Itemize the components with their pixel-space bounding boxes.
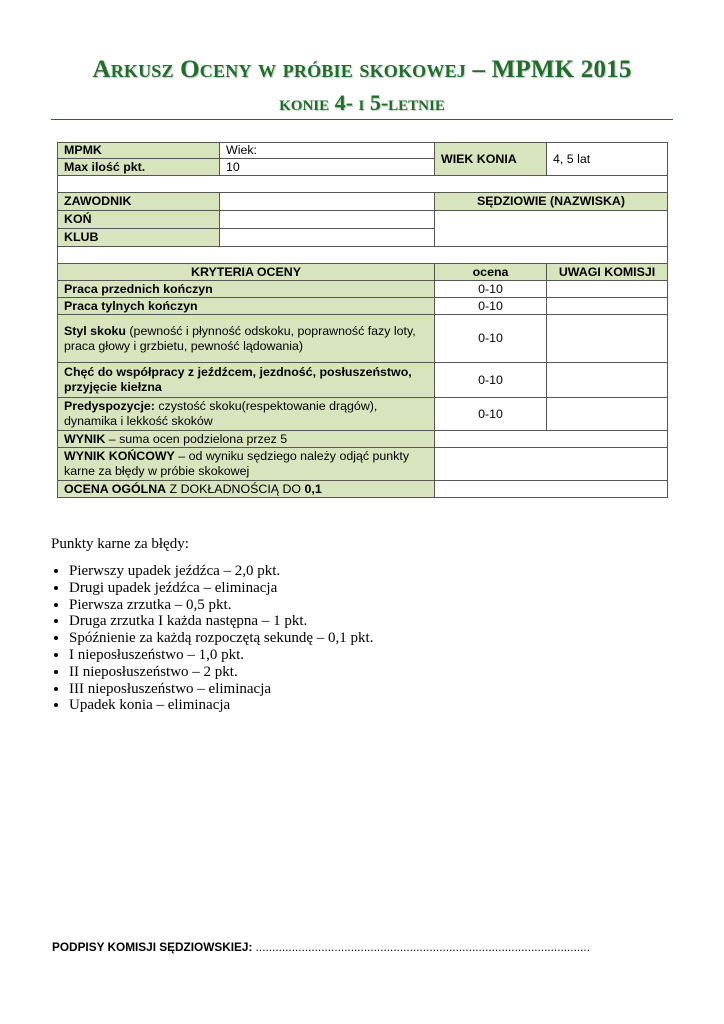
zawodnik-input[interactable] [220, 193, 435, 211]
criterion-remarks[interactable] [547, 281, 668, 298]
criterion-remarks[interactable] [547, 298, 668, 315]
wiek-konia-value: 4, 5 lat [547, 143, 668, 176]
list-item: • Pierwszy upadek jeźdźca – 2,0 pkt. [69, 563, 373, 580]
criterion-label: Styl skoku [64, 323, 126, 338]
overall-description: Z DOKŁADNOŚCIĄ DO [166, 481, 305, 496]
criterion-row [58, 363, 668, 398]
criterion-score: 0-10 [435, 281, 547, 298]
overall-label: OCENA OGÓLNA [64, 481, 167, 496]
criterion-label: Praca przednich kończyn [64, 281, 213, 296]
criterion-row [58, 315, 668, 363]
list-item: • Pierwsza zrzutka – 0,5 pkt. [69, 597, 373, 614]
criterion-label: Praca tylnych kończyn [64, 298, 198, 313]
list-item: • II nieposłuszeństwo – 2 pkt. [69, 664, 373, 681]
penalty-list [51, 563, 373, 714]
list-item: • Druga zrzutka I każda następna – 1 pkt. [69, 613, 373, 630]
list-item: • I nieposłuszeństwo – 1,0 pkt. [69, 647, 373, 664]
final-result-value[interactable] [435, 448, 668, 481]
judges-label: SĘDZIOWIE (NAZWISKA) [435, 193, 668, 211]
overall-value[interactable] [435, 481, 668, 498]
criterion-score: 0-10 [435, 363, 547, 398]
criterion-remarks[interactable] [547, 315, 668, 363]
page-subtitle: konie 4- i 5-letnie [279, 90, 445, 115]
criterion-score: 0-10 [435, 315, 547, 363]
result-label: WYNIK [64, 431, 106, 446]
criterion-label: Chęć do współpracy z jeźdźcem, jezdność, posłuszeństwo, przyjęcie kiełzna [64, 365, 412, 394]
criterion-remarks[interactable] [547, 398, 668, 431]
criterion-row [58, 398, 668, 431]
wiek-cell[interactable]: Wiek: [220, 143, 435, 159]
wiek-konia-label: WIEK KONIA [435, 143, 547, 176]
criteria-header: KRYTERIA OCENY [58, 264, 435, 281]
klub-input[interactable] [220, 229, 435, 247]
list-item: • Upadek konia – eliminacja [69, 697, 373, 714]
max-points-value: 10 [220, 159, 435, 176]
list-item: • Spóźnienie za każdą rozpoczętą sekundę – 0,1 pkt. [69, 630, 373, 647]
final-result-description: – od wyniku sędziego należy odjąć punkty karne za błędy w próbie skokowej [64, 449, 410, 478]
score-header: ocena [435, 264, 547, 281]
evaluation-table [57, 142, 668, 498]
signature-label: PODPISY KOMISJI SĘDZIOWSKIEJ: [52, 940, 253, 954]
kon-input[interactable] [220, 211, 435, 229]
mpmk-label: MPMK [58, 143, 220, 159]
spacer-row [58, 247, 668, 264]
max-points-label: Max ilość pkt. [58, 159, 220, 176]
criterion-label: Predyspozycje: [64, 399, 155, 413]
criterion-remarks[interactable] [547, 363, 668, 398]
criterion-description: (pewność i płynność odskoku, poprawność fazy loty, praca głowy i grzbietu, pewność lądowania) [64, 323, 416, 353]
criterion-score: 0-10 [435, 398, 547, 431]
page-title: Arkusz Oceny w próbie skokowej – MPMK 2015 [92, 56, 632, 83]
criterion-description: czystość skoku(respektowanie drągów), dynamika i lekkość skoków [64, 399, 378, 428]
remarks-header: UWAGI KOMISJI [547, 264, 668, 281]
overall-precision: 0,1 [304, 481, 322, 496]
kon-label: KOŃ [58, 211, 220, 229]
criterion-row [58, 281, 668, 298]
judges-names-input[interactable] [435, 211, 668, 247]
list-item: • Drugi upadek jeźdźca – eliminacja [69, 580, 373, 597]
list-item: • III nieposłuszeństwo – eliminacja [69, 681, 373, 698]
penalty-heading: Punkty karne za błędy: [51, 536, 189, 552]
signature-dots[interactable]: ...................................................................................................... [255, 940, 590, 954]
signature-line [52, 940, 674, 954]
title-divider [51, 119, 673, 120]
result-value[interactable] [435, 431, 668, 448]
spacer-row [58, 176, 668, 193]
klub-label: KLUB [58, 229, 220, 247]
penalty-section [51, 536, 373, 714]
criterion-score: 0-10 [435, 298, 547, 315]
final-result-label: WYNIK KOŃCOWY [64, 449, 175, 463]
result-description: – suma ocen podzielona przez 5 [105, 431, 288, 446]
zawodnik-label: ZAWODNIK [58, 193, 220, 211]
criterion-row [58, 298, 668, 315]
